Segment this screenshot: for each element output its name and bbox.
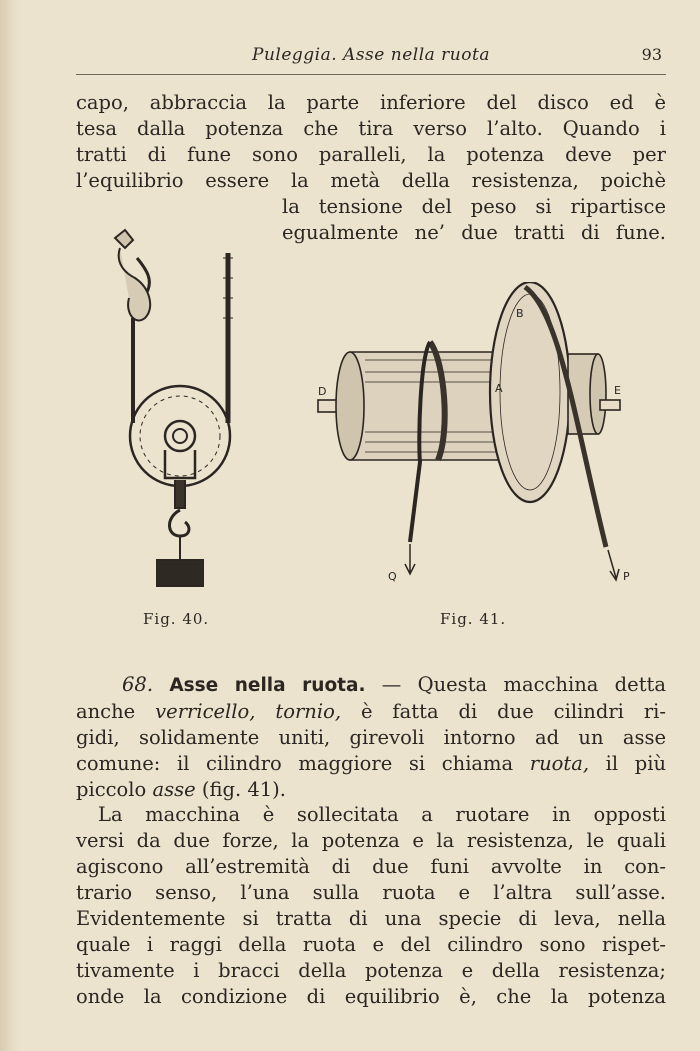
text-line: Evidentemente si tratta di una specie di leva, nella	[76, 907, 666, 930]
text-line	[76, 777, 666, 803]
fig40-caption: Fig. 40.	[143, 610, 210, 628]
text-fragment: comune: il cilindro maggiore si chiama	[76, 752, 530, 775]
page-number: 93	[641, 45, 662, 64]
text-line: l’equilibrio essere la metà della resistenza, poichè	[76, 169, 666, 192]
fig41-label-d: D	[318, 385, 327, 398]
fig41-caption: Fig. 41.	[440, 610, 507, 628]
fig40-pulley-illustration	[95, 218, 265, 598]
text-line: gidi, solidamente uniti, girevoli intorno ad un asse	[76, 726, 666, 749]
running-title: Puleggia. Asse nella ruota	[252, 45, 490, 65]
text-line	[76, 699, 666, 725]
text-line: onde la condizione di equilibrio è, che la potenza	[76, 985, 666, 1008]
term-asse: asse	[152, 778, 196, 801]
text-line: tesa dalla potenza che tira verso l’alto. Quando i	[76, 117, 666, 140]
section-lead: — Questa macchina detta	[365, 673, 666, 696]
page-gutter-shadow	[0, 0, 22, 1051]
text-line: agiscono all’estremità di due funi avvolte in con-	[76, 855, 666, 878]
fig41-label-q: Q	[388, 570, 397, 583]
fig41-wheel-and-axle-illustration	[310, 282, 640, 592]
section-68-paragraph	[76, 672, 666, 803]
text-line: trario senso, l’una sulla ruota e l’altra sull’asse.	[76, 881, 666, 904]
text-line: versi da due forze, la potenza e la resistenza, le quali	[76, 829, 666, 852]
text-line: egualmente ne’ due tratti di fune.	[282, 221, 666, 244]
text-fragment: piccolo	[76, 778, 153, 801]
fig41-label-e: E	[614, 384, 621, 397]
paragraph-2	[76, 802, 666, 1010]
fig41-label-b: B	[516, 307, 524, 320]
text-line: la tensione del peso si ripartisce	[282, 195, 666, 218]
text-line: La macchina è sollecitata a ruotare in opposti	[98, 803, 666, 826]
text-fragment: anche	[76, 700, 156, 723]
text-line: quale i raggi della ruota e del cilindro sono rispet-	[76, 933, 666, 956]
section-heading-line	[76, 672, 666, 699]
section-number: 68.	[122, 673, 154, 696]
fig41-label-p: P	[623, 570, 630, 583]
text-fragment: (fig. 41).	[195, 778, 286, 801]
section-title: Asse nella ruota.	[169, 675, 366, 696]
header-rule	[76, 74, 666, 75]
text-line	[76, 751, 666, 777]
text-line: tratti di fune sono paralleli, la potenza deve per	[76, 143, 666, 166]
fig41-label-a: A	[495, 382, 503, 395]
term-verricello: verricello,	[155, 700, 256, 723]
text-fragment: il più	[589, 752, 666, 775]
text-line: tivamente i bracci della potenza e della resistenza;	[76, 959, 666, 982]
text-line: capo, abbraccia la parte inferiore del disco ed è	[76, 91, 666, 114]
text-fragment: è fatta di due cilindri ri-	[341, 700, 666, 723]
term-tornio: tornio,	[275, 700, 342, 723]
term-ruota: ruota,	[529, 752, 590, 775]
